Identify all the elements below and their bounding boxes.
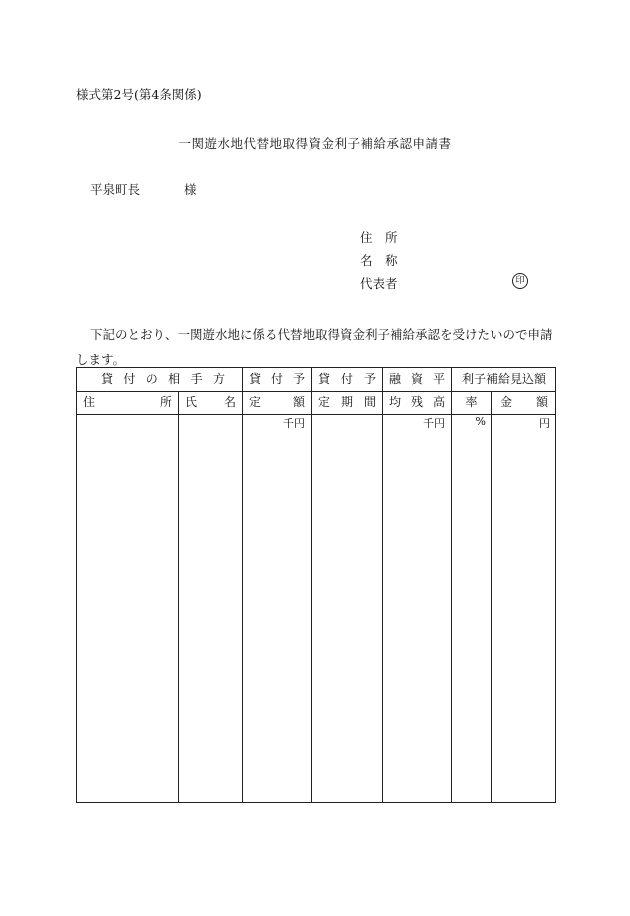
unit-thousand-yen-balance: 千円 bbox=[423, 417, 445, 430]
header-lender: 貸 付 の 相 手 方 bbox=[101, 372, 225, 386]
loan-table bbox=[76, 367, 556, 803]
document-title: 一関遊水地代替地取得資金利子補給承認申請書 bbox=[178, 136, 452, 151]
table-column-divider bbox=[451, 368, 452, 802]
table-column-divider bbox=[178, 391, 179, 802]
header-amount: 定 額 bbox=[249, 395, 305, 409]
addressee-name: 平泉町長 bbox=[90, 182, 141, 197]
header-loan-period: 貸 付 予 bbox=[318, 372, 376, 386]
header-interest-subsidy: 利子補給見込額 bbox=[461, 372, 546, 386]
unit-yen: 円 bbox=[539, 417, 550, 430]
address-label: 住 所 bbox=[360, 230, 398, 245]
addressee bbox=[90, 180, 197, 198]
form-number: 様式第2号(第4条関係) bbox=[76, 87, 202, 102]
application-statement: 下記のとおり、一関遊水地に係る代替地取得資金利子補給承認を受けたいので申請します。 bbox=[76, 327, 553, 367]
addressee-honorific: 様 bbox=[184, 182, 197, 197]
table-column-divider bbox=[311, 368, 312, 802]
applicant-address-row bbox=[360, 228, 400, 246]
header-balance: 均 残 高 bbox=[389, 395, 445, 409]
table-column-divider bbox=[382, 368, 383, 802]
unit-thousand-yen-amount: 千円 bbox=[283, 417, 305, 430]
header-rate: 率 bbox=[465, 395, 478, 409]
applicant-name-row bbox=[360, 251, 400, 269]
header-address: 住 所 bbox=[83, 395, 172, 409]
name-label: 名 称 bbox=[360, 253, 398, 268]
unit-percent: % bbox=[475, 415, 486, 428]
header-name: 氏 名 bbox=[185, 395, 236, 409]
header-average-balance: 融 資 平 bbox=[389, 372, 445, 386]
header-period: 定 期 間 bbox=[318, 395, 376, 409]
table-column-divider bbox=[491, 391, 492, 802]
header-loan-amount: 貸 付 予 bbox=[249, 372, 305, 386]
header-subsidy-amount: 金 額 bbox=[500, 395, 548, 409]
seal-mark: 印 bbox=[512, 273, 528, 289]
applicant-representative-row bbox=[360, 274, 400, 292]
representative-label: 代表者 bbox=[360, 276, 398, 291]
table-column-divider bbox=[242, 368, 243, 802]
